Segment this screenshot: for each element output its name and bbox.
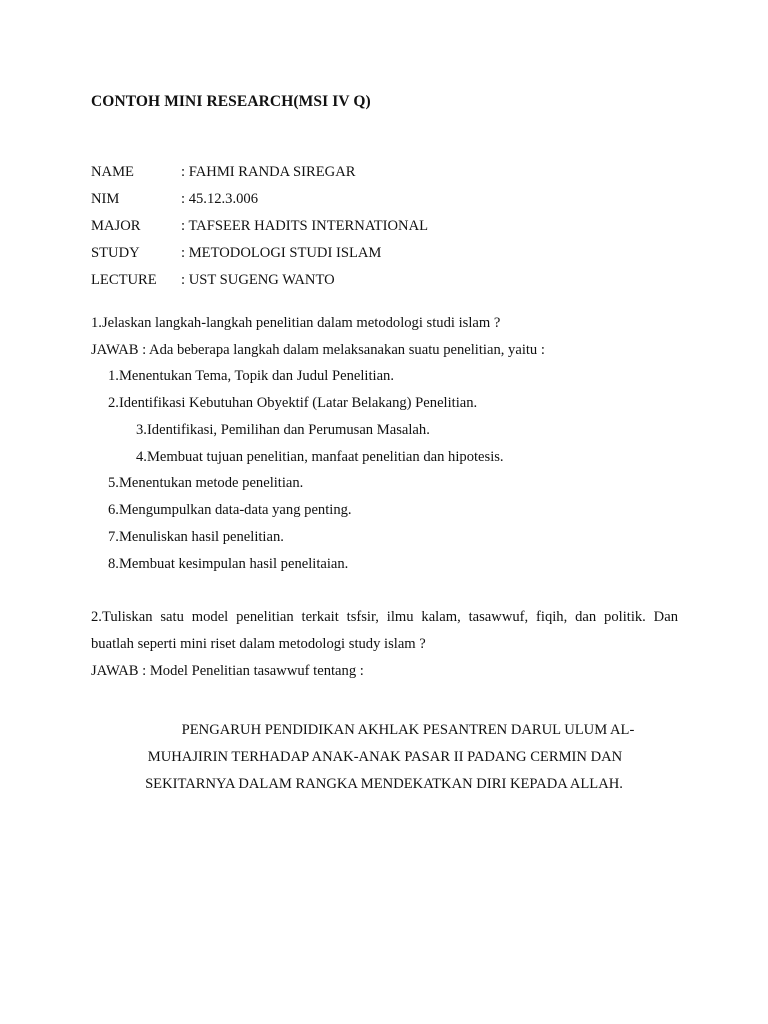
step-item: 2.Identifikasi Kebutuhan Obyektif (Latar Belakang) Penelitian. bbox=[108, 395, 478, 411]
question-2-line-1: 2.Tuliskan satu model penelitian terkait tsfsir, ilmu kalam, tasawwuf, fiqih, dan politik. Dan bbox=[91, 609, 678, 625]
info-key: STUDY bbox=[91, 245, 140, 261]
info-value: : TAFSEER HADITS INTERNATIONAL bbox=[181, 218, 429, 234]
question-2-line-2: buatlah seperti mini riset dalam metodologi study islam ? bbox=[91, 636, 426, 652]
info-key: LECTURE bbox=[91, 272, 157, 288]
info-value: : UST SUGENG WANTO bbox=[181, 272, 335, 288]
step-item: 8.Membuat kesimpulan hasil penelitaian. bbox=[108, 556, 349, 572]
step-item: 1.Menentukan Tema, Topik dan Judul Penelitian. bbox=[108, 368, 395, 384]
answer-1-intro: JAWAB : Ada beberapa langkah dalam melaksanakan suatu penelitian, yaitu : bbox=[91, 342, 545, 358]
step-item: 4.Membuat tujuan penelitian, manfaat penelitian dan hipotesis. bbox=[136, 449, 504, 465]
step-item: 7.Menuliskan hasil penelitian. bbox=[108, 529, 284, 545]
research-title-line: MUHAJIRIN TERHADAP ANAK-ANAK PASAR II PADANG CERMIN DAN bbox=[147, 749, 623, 765]
info-value: : 45.12.3.006 bbox=[181, 191, 259, 207]
info-value: : METODOLOGI STUDI ISLAM bbox=[181, 245, 382, 261]
info-key: NIM bbox=[91, 191, 120, 207]
info-key: MAJOR bbox=[91, 218, 141, 234]
research-title-line: PENGARUH PENDIDIKAN AKHLAK PESANTREN DARUL ULUM AL- bbox=[181, 722, 635, 738]
answer-2: JAWAB : Model Penelitian tasawwuf tentang : bbox=[91, 663, 364, 679]
info-value: : FAHMI RANDA SIREGAR bbox=[181, 164, 356, 180]
step-item: 3.Identifikasi, Pemilihan dan Perumusan Masalah. bbox=[136, 422, 430, 438]
step-item: 6.Mengumpulkan data-data yang penting. bbox=[108, 502, 352, 518]
question-1: 1.Jelaskan langkah-langkah penelitian dalam metodologi studi islam ? bbox=[91, 315, 501, 331]
info-key: NAME bbox=[91, 164, 134, 180]
document-title: CONTOH MINI RESEARCH(MSI IV Q) bbox=[91, 93, 371, 110]
step-item: 5.Menentukan metode penelitian. bbox=[108, 475, 304, 491]
research-title-line: SEKITARNYA DALAM RANGKA MENDEKATKAN DIRI KEPADA ALLAH. bbox=[145, 776, 623, 792]
